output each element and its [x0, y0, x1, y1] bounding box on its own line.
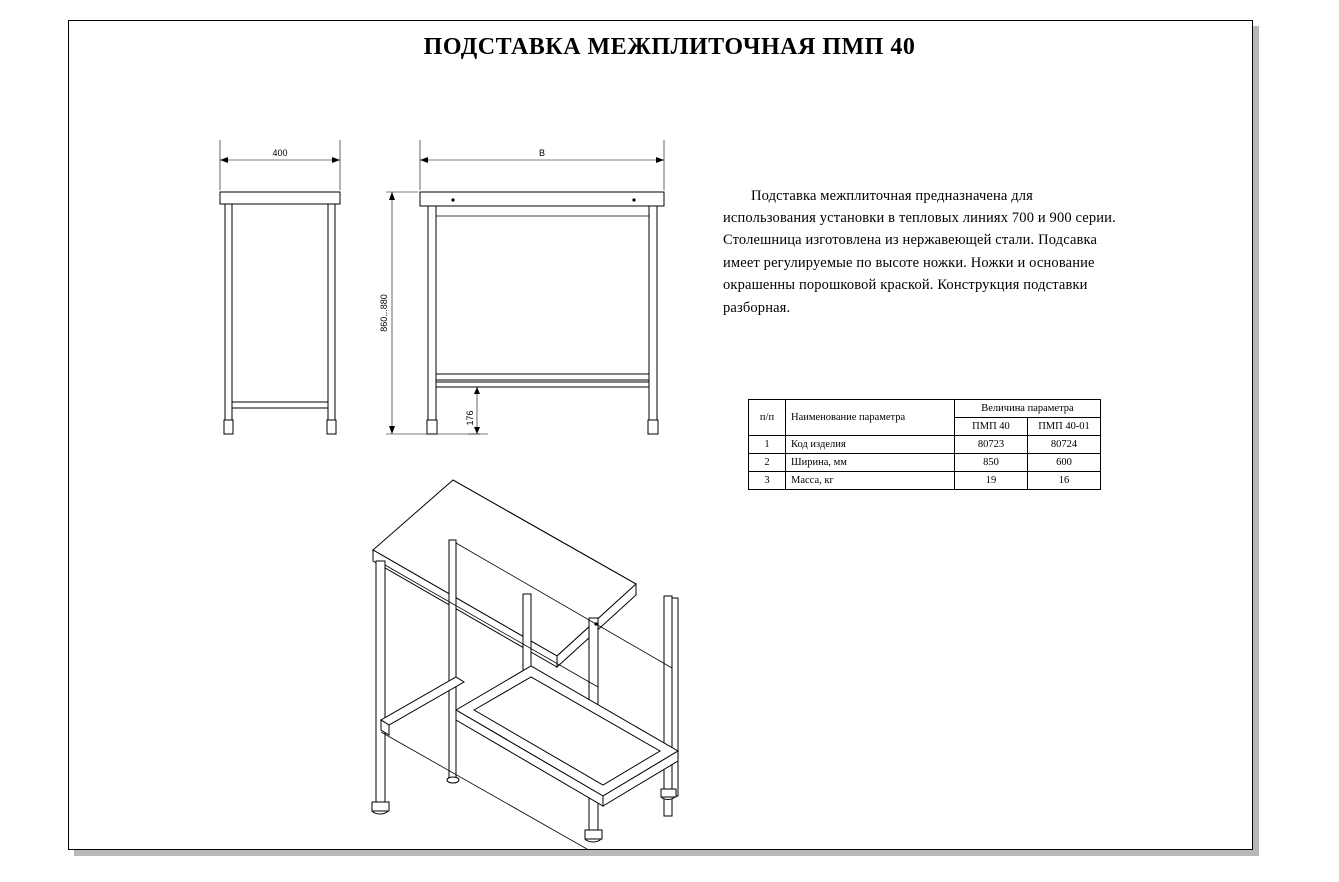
row-3-name: Масса, кг	[786, 472, 955, 490]
row-3-col1: 19	[955, 472, 1028, 490]
row-2-col1: 850	[955, 454, 1028, 472]
row-1-col2: 80724	[1028, 436, 1101, 454]
dim-width-label: B	[538, 148, 546, 158]
dim-lower-height-label: 176	[465, 410, 475, 426]
row-3-np: 3	[749, 472, 786, 490]
dimension-lower-height	[465, 387, 488, 434]
row-1-col1: 80723	[955, 436, 1028, 454]
description-paragraph: Подставка межплиточная предназначена для использования установки в тепловых линиях 700 и 900 серии. Столешница изготовлена из нержавеющей стали. Подсавка имеет регулируемые по высоте ножки. Ножки и основание окрашенны порошковой краской. Конструкция подставки разборная.	[723, 187, 1116, 316]
header-np: п/п	[749, 400, 786, 436]
row-3-col2: 16	[1028, 472, 1101, 490]
row-2-name: Ширина, мм	[786, 454, 955, 472]
dimension-depth	[220, 140, 340, 190]
dim-depth-label: 400	[272, 148, 288, 158]
table-row	[749, 454, 1101, 472]
row-1-name: Код изделия	[786, 436, 955, 454]
side-view	[220, 192, 340, 434]
table-row	[749, 436, 1101, 454]
row-2-np: 2	[749, 454, 786, 472]
header-value-group: Величина параметра	[955, 400, 1101, 418]
isometric-view	[372, 480, 678, 850]
row-2-col2: 600	[1028, 454, 1101, 472]
spec-table	[748, 399, 1101, 490]
header-col2: ПМП 40-01	[1028, 418, 1101, 436]
header-col1: ПМП 40	[955, 418, 1028, 436]
dim-height-label: 860...880	[379, 294, 389, 332]
dimension-width	[420, 140, 664, 190]
table-header-row-1	[749, 400, 1101, 418]
page-title: ПОДСТАВКА МЕЖПЛИТОЧНАЯ ПМП 40	[423, 34, 916, 60]
header-name: Наименование параметра	[786, 400, 955, 436]
table-row	[749, 472, 1101, 490]
row-1-np: 1	[749, 436, 786, 454]
front-view	[420, 192, 664, 434]
